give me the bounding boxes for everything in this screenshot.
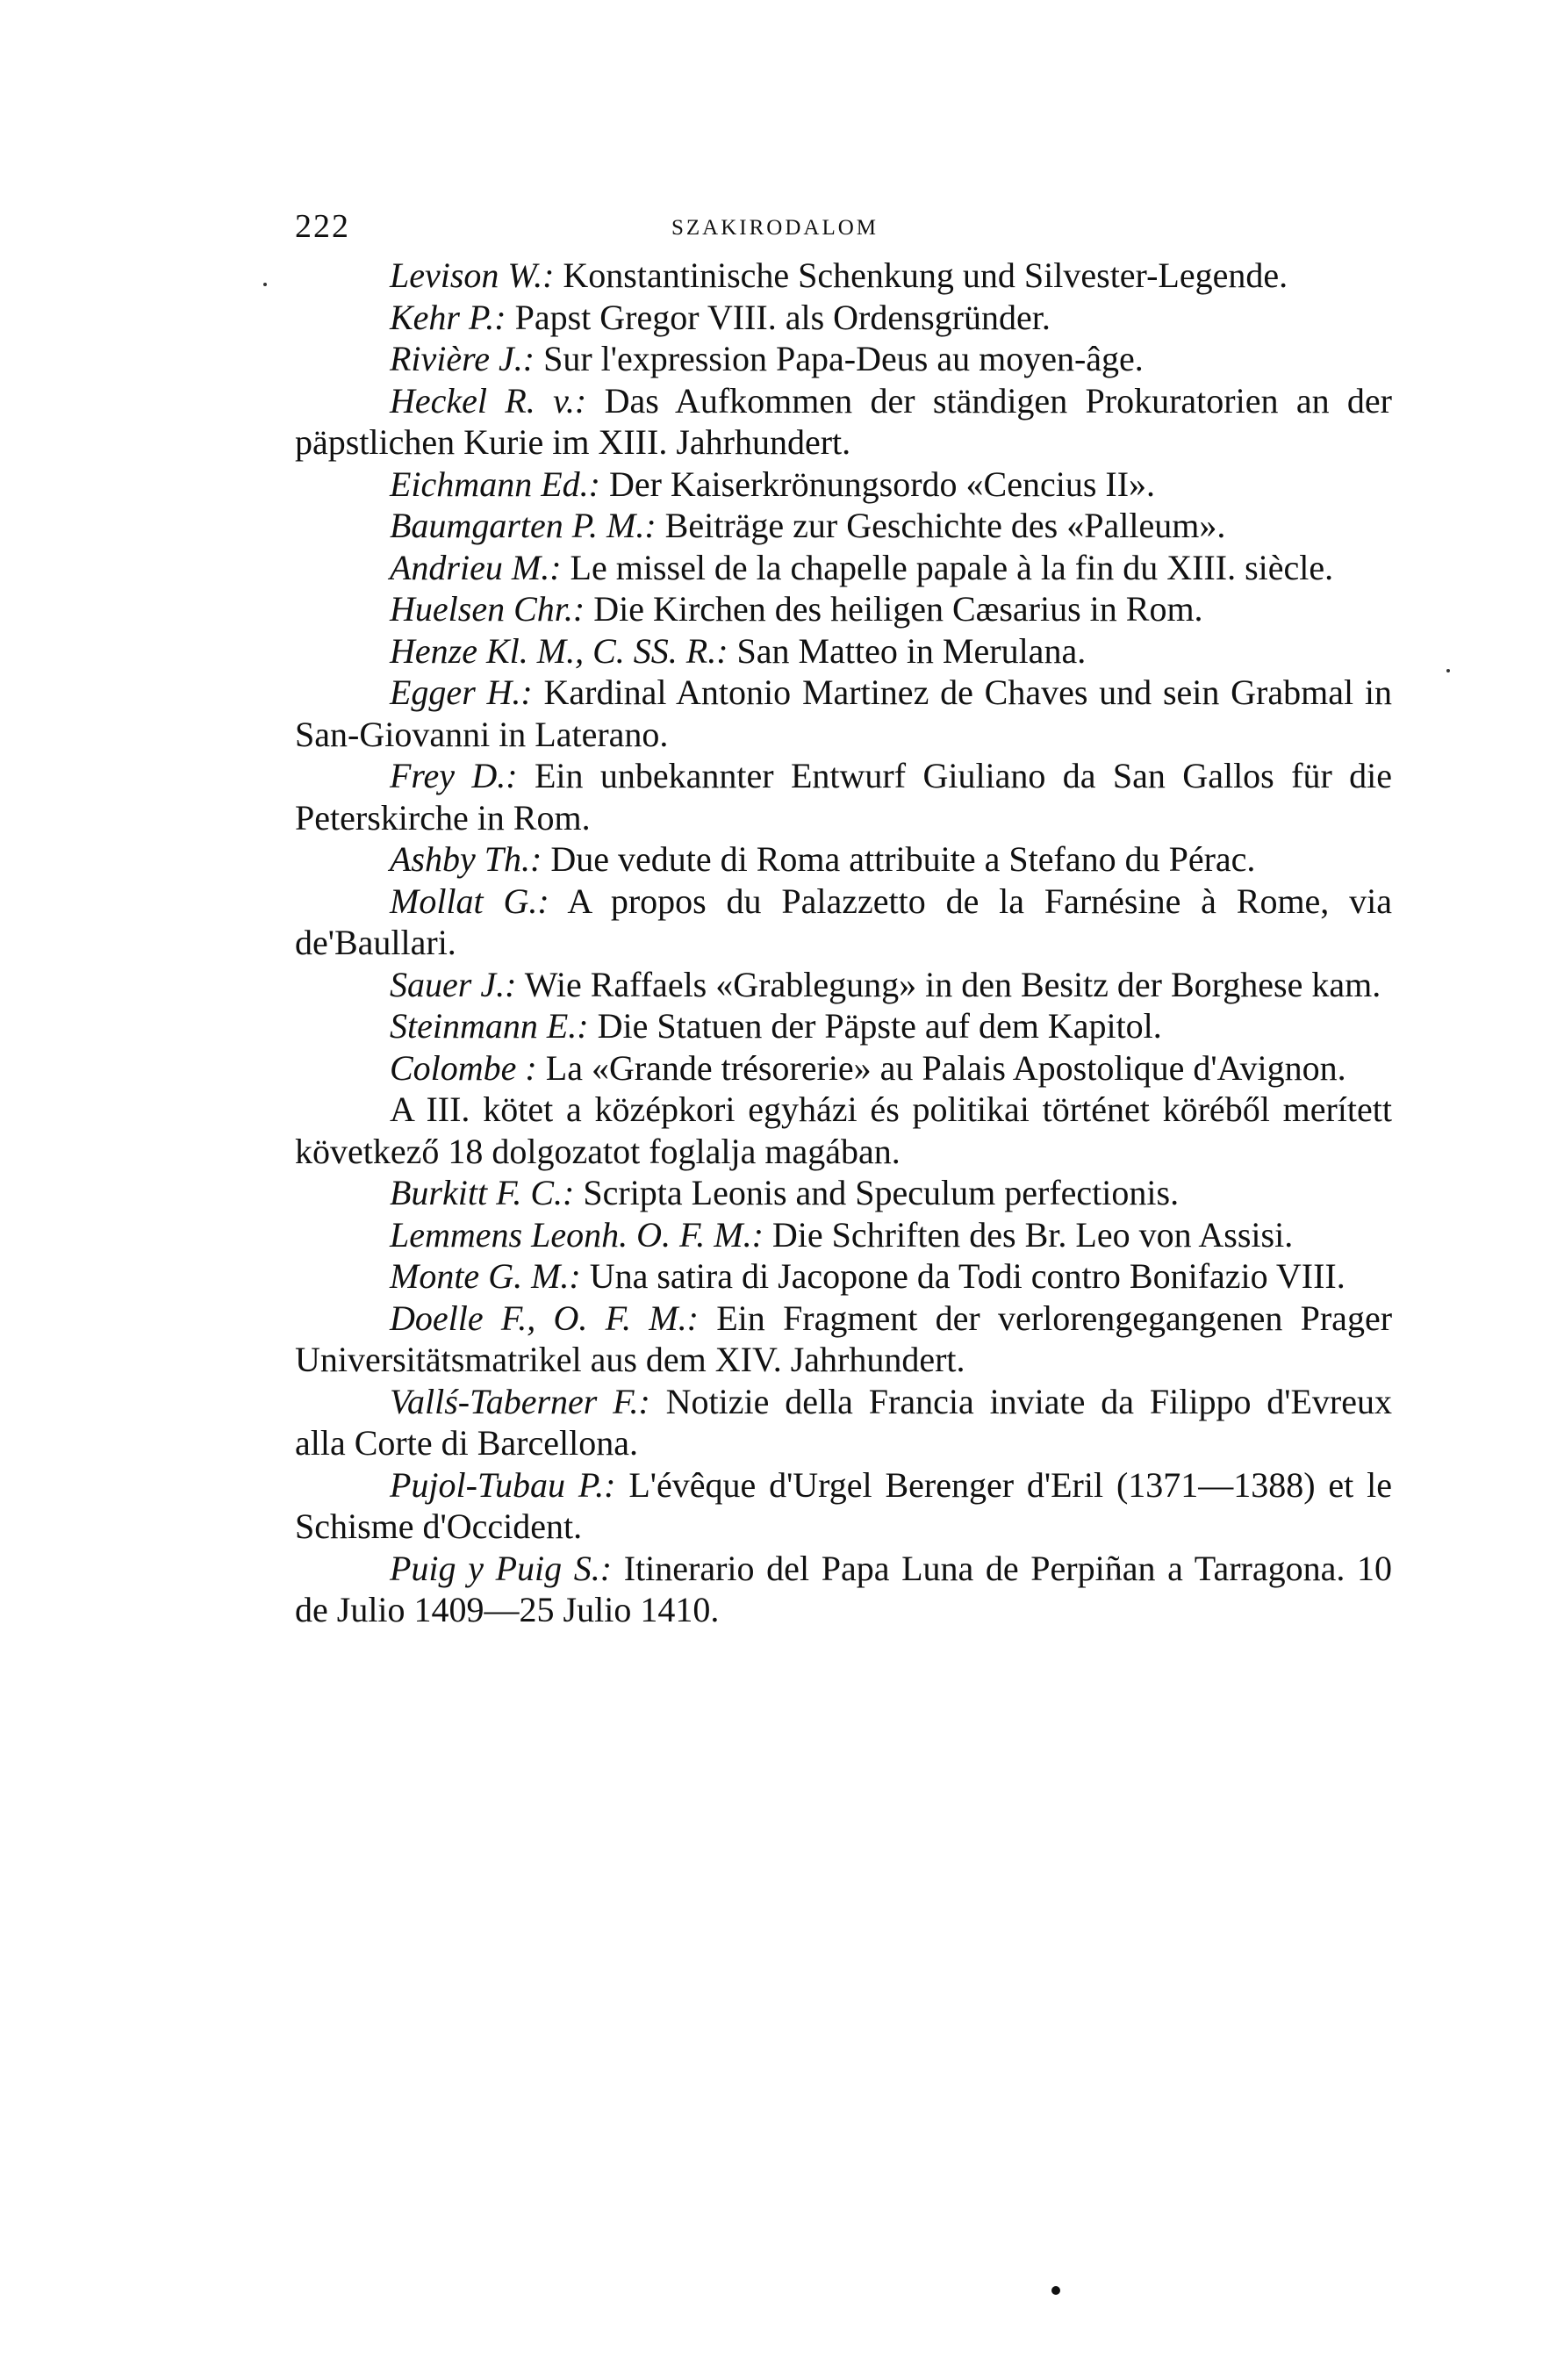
entry-title: Le missel de la chapelle papale à la fin du XIII. siècle. bbox=[570, 547, 1334, 587]
bibliography-entry bbox=[295, 297, 1392, 339]
entry-author: Doelle F., O. F. M.: bbox=[390, 1298, 699, 1338]
entry-author: Egger H.: bbox=[390, 672, 533, 712]
entry-author: Ashby Th.: bbox=[390, 839, 542, 879]
margin-speck bbox=[1446, 669, 1450, 672]
bibliography-entry bbox=[295, 1298, 1392, 1381]
entry-author: Steinmann E.: bbox=[390, 1006, 589, 1046]
entry-title: Die Kirchen des heiligen Cæsarius in Rom. bbox=[593, 589, 1203, 629]
entry-title: Papst Gregor VIII. als Ordensgründer. bbox=[514, 297, 1051, 337]
bibliography-entry bbox=[295, 588, 1392, 630]
entry-title: Due vedute di Roma attribuite a Stefano du Pérac. bbox=[550, 839, 1256, 879]
bibliography-entry bbox=[295, 881, 1392, 964]
bibliography-entry bbox=[295, 672, 1392, 755]
margin-speck bbox=[263, 283, 267, 286]
entry-author: Eichmann Ed.: bbox=[390, 464, 600, 504]
bibliography-entry bbox=[295, 338, 1392, 380]
entry-author: Monte G. M.: bbox=[390, 1256, 581, 1296]
entry-author: Pujol-Tubau P.: bbox=[390, 1464, 616, 1505]
bibliography-list bbox=[295, 255, 1392, 1631]
entry-author: Burkitt F. C.: bbox=[390, 1173, 575, 1212]
entry-title: Wie Raffaels «Grablegung» in den Besitz der Borghese kam. bbox=[524, 964, 1381, 1004]
page-number: 222 bbox=[295, 208, 350, 245]
ink-dot bbox=[1051, 2286, 1060, 2295]
bibliography-entry bbox=[295, 1255, 1392, 1298]
entry-title: Ein Fragment der verlorengegangenen Prager Universitätsmatrikel aus dem XIV. Jahrhundert. bbox=[295, 1298, 1393, 1379]
entry-title: San Matteo in Merulana. bbox=[736, 630, 1087, 671]
bibliography-entry bbox=[295, 464, 1392, 506]
entry-title: La «Grande trésorerie» au Palais Apostolique d'Avignon. bbox=[545, 1047, 1346, 1088]
running-head: SZAKIRODALOM bbox=[671, 216, 879, 240]
entry-title: Ein unbekannter Entwurf Giuliano da San Gallos für die Peterskirche in Rom. bbox=[295, 756, 1393, 838]
entry-title: Das Aufkommen der ständigen Prokuratorien an der päpstlichen Kurie im XIII. Jahrhundert. bbox=[295, 380, 1392, 462]
entry-title: Una satira di Jacopone da Todi contro Bonifazio VIII. bbox=[589, 1256, 1345, 1296]
entry-author: Henze Kl. M., C. SS. R.: bbox=[390, 630, 728, 671]
entry-title: A propos du Palazzetto de la Farnésine à Rome, via de'Baullari. bbox=[295, 881, 1392, 962]
bibliography-entry bbox=[295, 1047, 1392, 1089]
entry-author: Huelsen Chr.: bbox=[390, 589, 585, 629]
bibliography-entry bbox=[295, 1548, 1392, 1631]
entry-title: Der Kaiserkrönungsordo «Cencius II». bbox=[608, 464, 1156, 504]
bibliography-entry bbox=[295, 1005, 1392, 1047]
entry-author: Rivière J.: bbox=[390, 339, 535, 378]
bibliography-entry bbox=[295, 1214, 1392, 1256]
entry-author: Vallś-Taberner F.: bbox=[390, 1381, 650, 1421]
bibliography-entry bbox=[295, 1172, 1392, 1214]
entry-author: Andrieu M.: bbox=[390, 547, 562, 587]
entry-author: Colombe : bbox=[390, 1047, 537, 1088]
entry-author: Baumgarten P. M.: bbox=[390, 506, 657, 545]
bibliography-entry bbox=[295, 505, 1392, 547]
volume-note-text: A III. kötet a középkori egyházi és politikai történet köréből merített következő 18 dolgozatot foglalja magában. bbox=[295, 1089, 1392, 1171]
bibliography-entry bbox=[295, 255, 1392, 297]
entry-title: Die Schriften des Br. Leo von Assisi. bbox=[771, 1214, 1294, 1255]
bibliography-entry bbox=[295, 964, 1392, 1006]
bibliography-entry bbox=[295, 1464, 1392, 1548]
entry-title: Itinerario del Papa Luna de Perpiñan a Tarragona. 10 de Julio 1409—25 Julio 1410. bbox=[295, 1548, 1392, 1629]
bibliography-entry bbox=[295, 838, 1392, 881]
entry-title: Scripta Leonis and Speculum perfectionis. bbox=[583, 1173, 1180, 1212]
bibliography-entry bbox=[295, 755, 1392, 838]
entry-title: Kardinal Antonio Martinez de Chaves und sein Grabmal in San-Giovanni in Laterano. bbox=[295, 672, 1392, 754]
bibliography-entry bbox=[295, 380, 1392, 464]
entry-title: Konstantinische Schenkung und Silvester-Legende. bbox=[563, 255, 1288, 295]
bibliography-entry bbox=[295, 1381, 1392, 1464]
entry-title: Beiträge zur Geschichte des «Palleum». bbox=[664, 506, 1226, 545]
entry-author: Heckel R. v.: bbox=[390, 380, 587, 421]
entry-title: Die Statuen der Päpste auf dem Kapitol. bbox=[597, 1006, 1162, 1046]
bibliography-entry bbox=[295, 547, 1392, 589]
entry-author: Kehr P.: bbox=[390, 297, 506, 337]
entry-author: Sauer J.: bbox=[390, 964, 517, 1004]
entry-author: Lemmens Leonh. O. F. M.: bbox=[390, 1214, 764, 1255]
entry-author: Levison W.: bbox=[390, 255, 555, 295]
entry-author: Frey D.: bbox=[390, 756, 518, 795]
entry-title: L'évêque d'Urgel Berenger d'Eril (1371—1388) et le Schisme d'Occident. bbox=[295, 1464, 1393, 1546]
entry-title: Notizie della Francia inviate da Filippo d'Evreux alla Corte di Barcellona. bbox=[295, 1381, 1392, 1463]
entry-title: Sur l'expression Papa-Deus au moyen-âge. bbox=[543, 339, 1144, 378]
entry-author: Mollat G.: bbox=[390, 881, 549, 921]
entry-author: Puig y Puig S.: bbox=[390, 1548, 613, 1588]
volume-note bbox=[295, 1089, 1392, 1172]
bibliography-entry bbox=[295, 630, 1392, 672]
